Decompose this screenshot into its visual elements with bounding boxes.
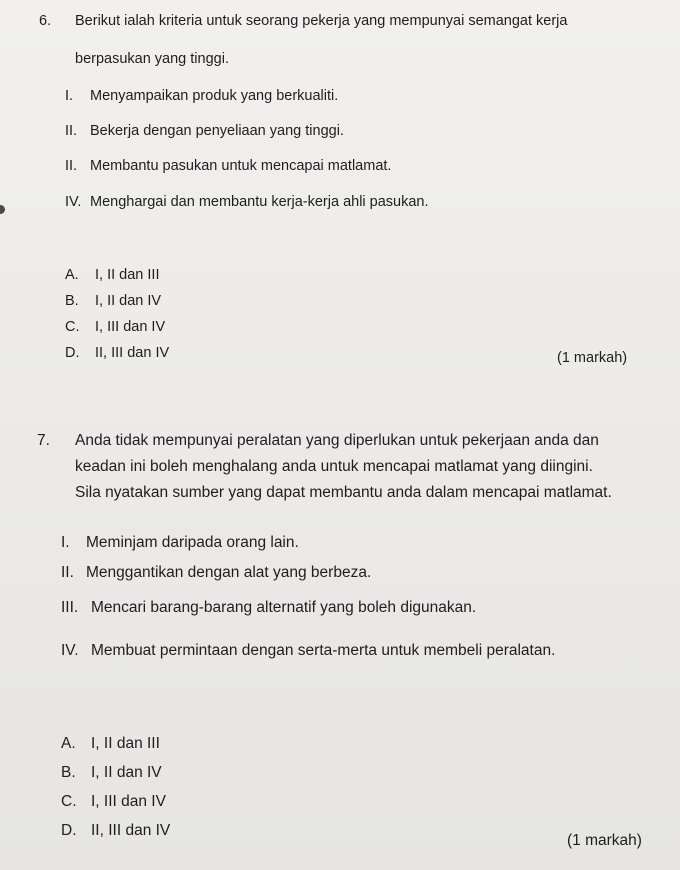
page-edge-mark: [0, 205, 5, 214]
question-stem-line: Sila nyatakan sumber yang dapat membantu anda dalam mencapai matlamat.: [75, 484, 612, 501]
answer-option-text: I, II dan III: [91, 735, 160, 752]
statement-numeral: II.: [61, 564, 74, 581]
statement-text: Mencari barang-barang alternatif yang boleh digunakan.: [91, 599, 477, 616]
statement-numeral: II.: [65, 158, 78, 174]
answer-option-letter: D.: [65, 345, 80, 361]
answer-option-letter: C.: [61, 793, 77, 810]
answer-option-text: II, III dan IV: [91, 822, 171, 839]
answer-option-letter: B.: [65, 293, 79, 309]
statement-text: Meminjam daripada orang lain.: [86, 534, 299, 551]
statement-text: Membantu pasukan untuk mencapai matlamat.: [90, 158, 392, 174]
question-stem-line: Anda tidak mempunyai peralatan yang diperlukan untuk pekerjaan anda dan: [75, 432, 599, 449]
statement-text: Menghargai dan membantu kerja-kerja ahli pasukan.: [90, 194, 429, 210]
answer-option-text: I, II dan III: [95, 267, 160, 283]
statement-numeral: III.: [61, 599, 79, 616]
answer-option-text: I, III dan IV: [95, 319, 166, 335]
statement-numeral: II.: [65, 123, 78, 139]
marks-label: (1 markah): [557, 350, 628, 366]
marks-label: (1 markah): [567, 832, 642, 849]
statement-numeral: I.: [61, 534, 70, 551]
statement-numeral: IV.: [65, 194, 82, 210]
answer-option-text: I, II dan IV: [91, 764, 162, 781]
statement-numeral: IV.: [61, 642, 79, 659]
question-number: 6.: [39, 13, 52, 29]
statement-text: Menggantikan dengan alat yang berbeza.: [86, 564, 372, 581]
answer-option-text: II, III dan IV: [95, 345, 170, 361]
statement-text: Bekerja dengan penyeliaan yang tinggi.: [90, 123, 344, 139]
answer-option-letter: A.: [61, 735, 76, 752]
answer-option-text: I, II dan IV: [95, 293, 162, 309]
answer-option-text: I, III dan IV: [91, 793, 166, 810]
statement-numeral: I.: [65, 88, 74, 104]
answer-option-letter: C.: [65, 319, 80, 335]
statement-text: Membuat permintaan dengan serta-merta untuk membeli peralatan.: [91, 642, 556, 659]
answer-option-letter: D.: [61, 822, 77, 839]
answer-option-letter: B.: [61, 764, 76, 781]
question-stem-line: berpasukan yang tinggi.: [75, 51, 229, 67]
statement-text: Menyampaikan produk yang berkualiti.: [90, 88, 339, 104]
answer-option-letter: A.: [65, 267, 79, 283]
question-number: 7.: [37, 432, 50, 449]
question-stem-line: keadan ini boleh menghalang anda untuk mencapai matlamat yang diingini.: [75, 458, 593, 475]
question-stem-line: Berikut ialah kriteria untuk seorang pekerja yang mempunyai semangat kerja: [75, 13, 568, 29]
